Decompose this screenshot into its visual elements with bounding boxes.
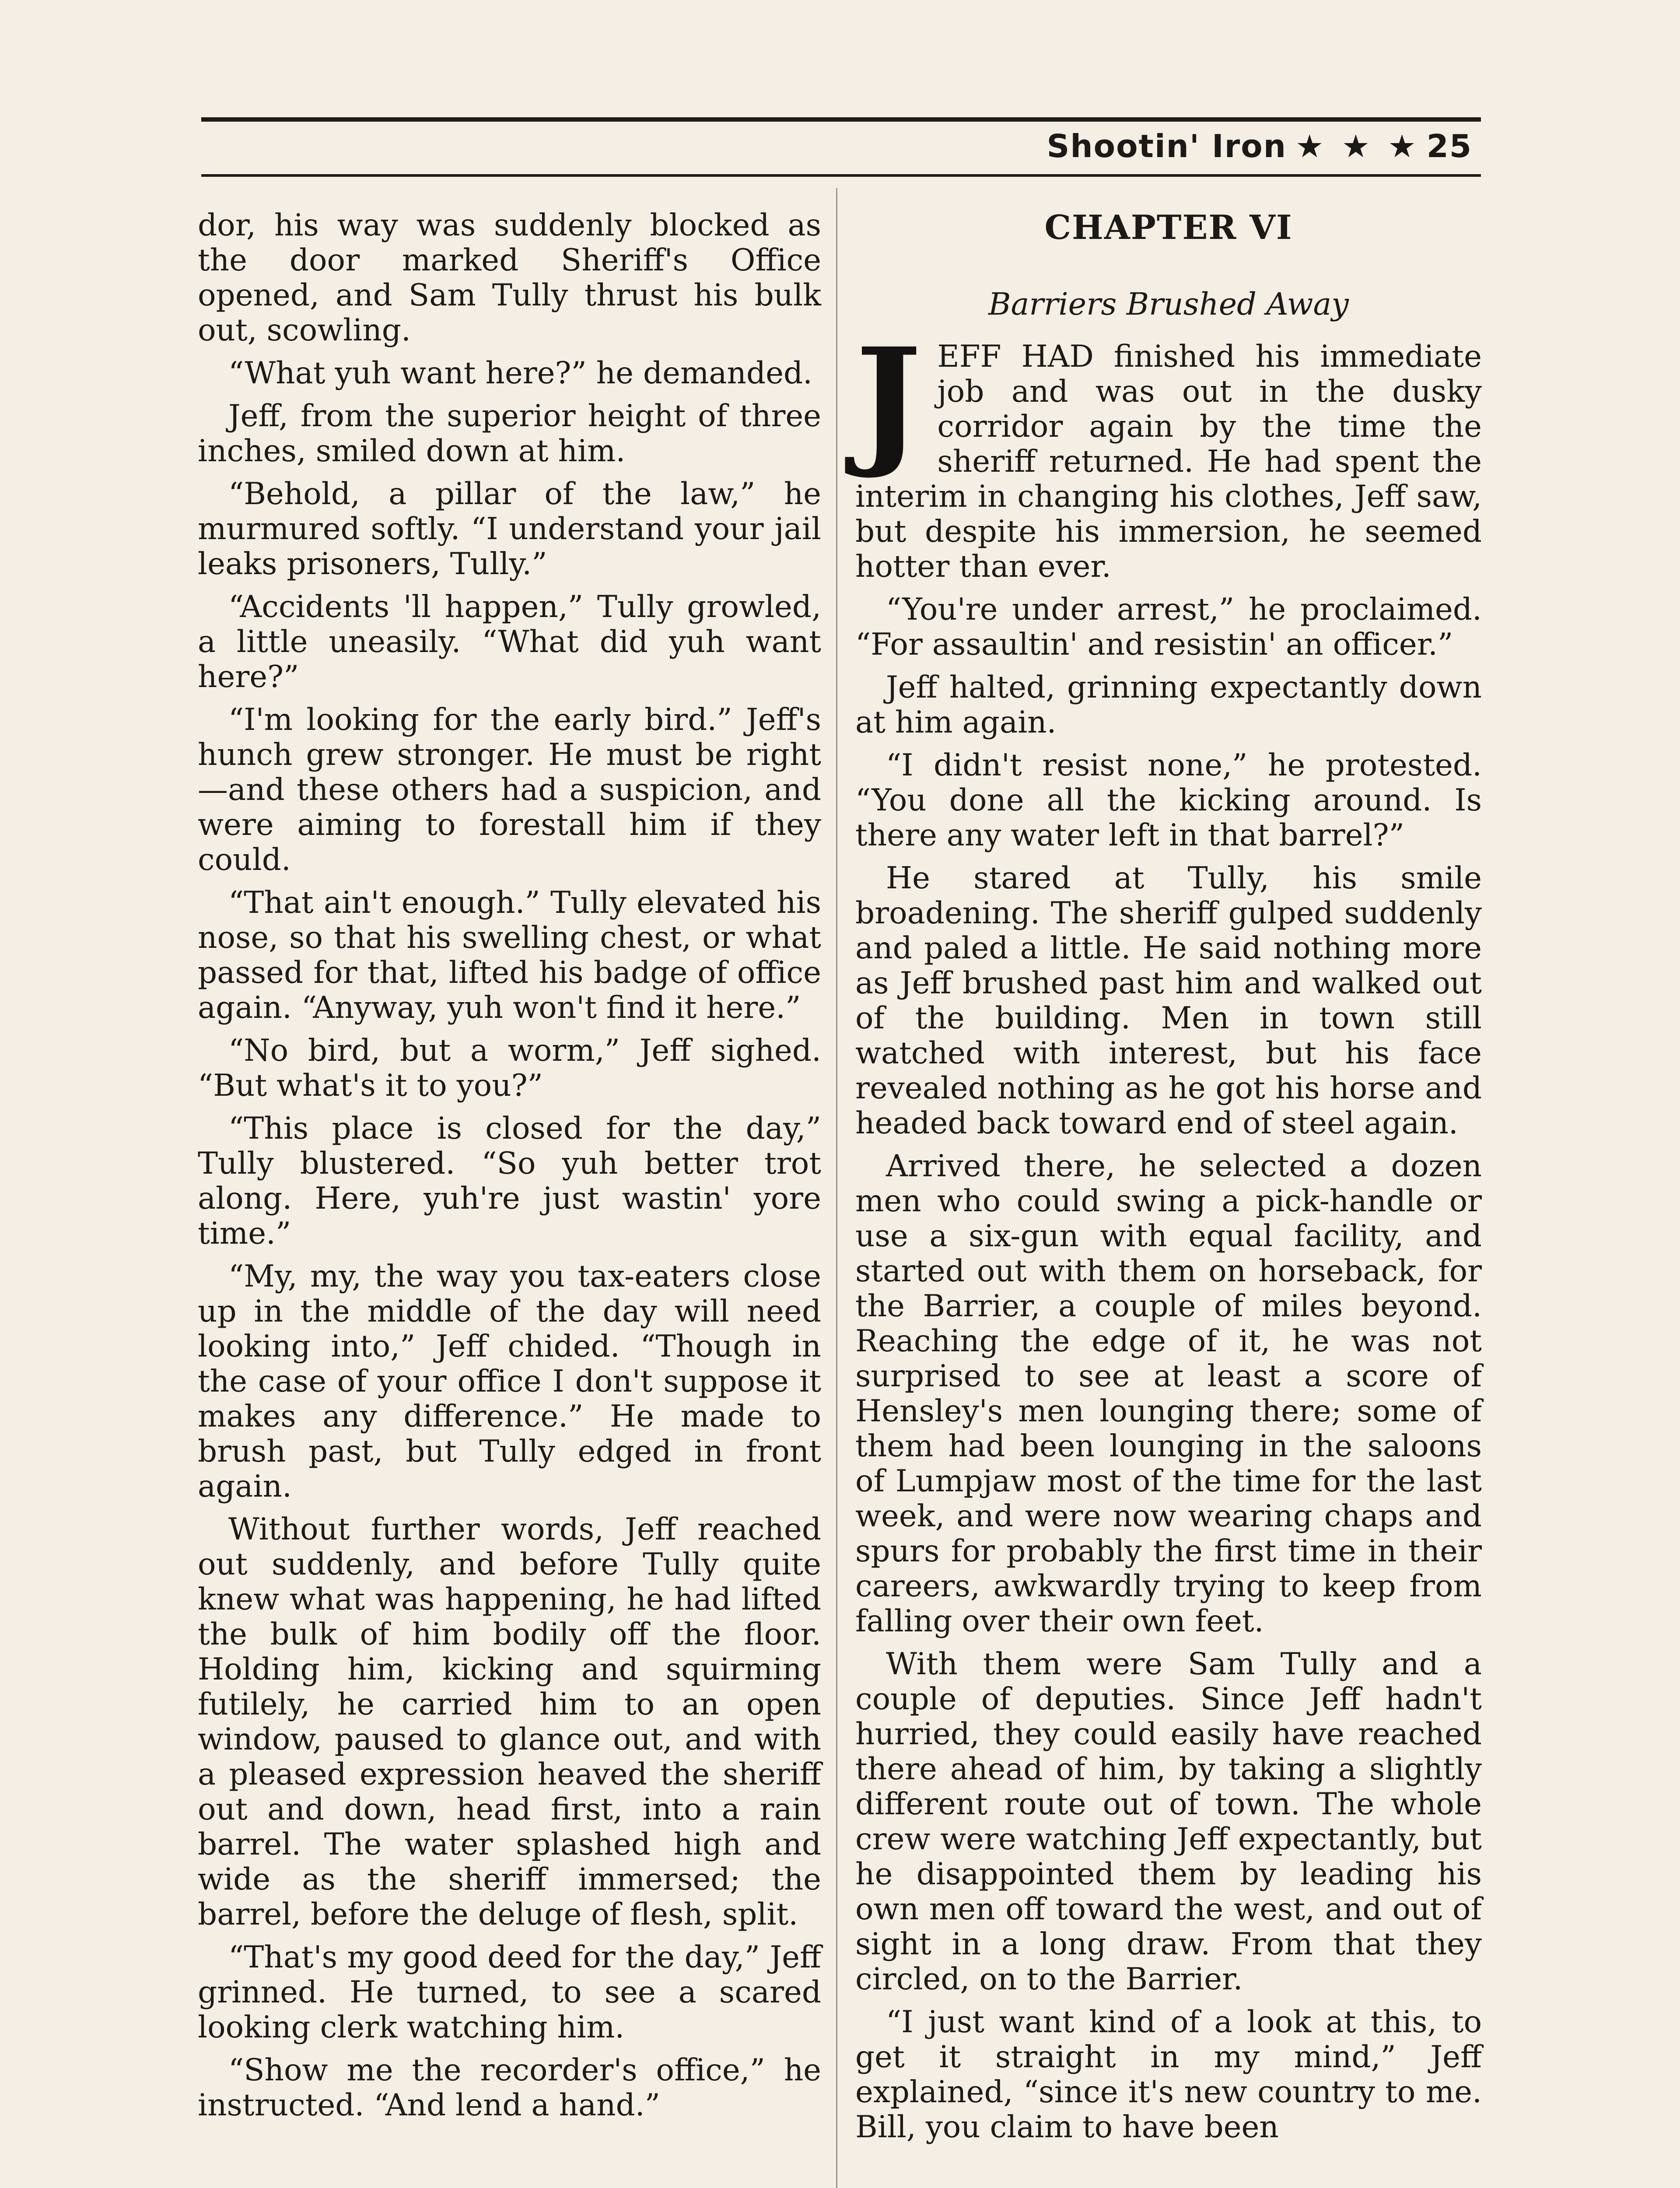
paragraph: “Behold, a pillar of the law,” he murmured softly. “I understand your jail leaks prisoners, Tully.” — [198, 477, 821, 582]
paragraph: “That's my good deed for the day,” Jeff grinned. He turned, to see a scared looking clerk watching him. — [198, 1940, 821, 2045]
left-text-column — [198, 208, 821, 2131]
paragraph: “Show me the recorder's office,” he instructed. “And lend a hand.” — [198, 2053, 821, 2123]
paragraph: “I didn't resist none,” he protested. “You done all the kicking around. Is there any water left in that barrel?” — [855, 748, 1482, 853]
paragraph: Jeff halted, grinning expectantly down at him again. — [855, 670, 1482, 740]
opening-paragraph-text: EFF HAD finished his immediate job and was out in the dusky corridor again by the time the sheriff returned. He had spent the interim in changing his clothes, Jeff saw, but despite his immersion, he seemed hotter than ever. — [855, 339, 1482, 584]
drop-cap-letter: J — [855, 318, 922, 482]
paragraph: “That ain't enough.” Tully elevated his nose, so that his swelling chest, or what passed for that, lifted his badge of office again. “Anyway, yuh won't find it here.” — [198, 885, 821, 1025]
paragraph: Jeff, from the superior height of three inches, smiled down at him. — [198, 399, 821, 469]
paragraph: “I just want kind of a look at this, to get it straight in my mind,” Jeff explained, “since it's new country to me. Bill, you claim to have been — [855, 2005, 1482, 2145]
paragraph: Arrived there, he selected a dozen men who could swing a pick-handle or use a six-gun with equal facility, and started out with them on horseback, for the Barrier, a couple of miles beyond. Reaching the edge of it, he was not surprised to see at least a score of Hensley's men lounging there; some of them had been lounging in the saloons of Lumpjaw most of the time for the last week, and were now wearing chaps and spurs for probably the first time in their careers, awkwardly trying to keep from falling over their own feet. — [855, 1149, 1482, 1639]
paragraph: “No bird, but a worm,” Jeff sighed. “But what's it to you?” — [198, 1033, 821, 1103]
paragraph: Without further words, Jeff reached out suddenly, and before Tully quite knew what was happening, he had lifted the bulk of him bodily off the floor. Holding him, kicking and squirming futilely, he carried him to an open window, paused to glance out, and with a pleased expression heaved the sheriff out and down, head first, into a rain barrel. The water splashed high and wide as the sheriff immersed; the barrel, before the deluge of flesh, split. — [198, 1512, 821, 1932]
header-rule-thin — [201, 174, 1481, 177]
header-rule-thick — [201, 117, 1481, 122]
page-number: 25 — [1426, 128, 1472, 165]
column-divider — [836, 188, 837, 2188]
paragraph: With them were Sam Tully and a couple of deputies. Since Jeff hadn't hurried, they could easily have reached there ahead of him, by taking a slightly different route out of town. The whole crew were watching Jeff expectantly, but he disappointed them by leading his own men off toward the west, and out of sight in a long draw. From that they circled, on to the Barrier. — [855, 1647, 1482, 1997]
magazine-title: Shootin' Iron — [1046, 128, 1287, 165]
paragraph: “My, my, the way you tax-eaters close up in the middle of the day will need looking into,” Jeff chided. “Though in the case of your office I don't suppose it makes any difference.” He made to brush past, but Tully edged in front again. — [198, 1259, 821, 1504]
paragraph: “Accidents 'll happen,” Tully growled, a little uneasily. “What did yuh want here?” — [198, 589, 821, 694]
chapter-number: CHAPTER VI — [1044, 208, 1293, 247]
chapter-title: Barriers Brushed Away — [988, 286, 1349, 322]
star-ornament-icon: ★ ★ ★ — [1295, 128, 1420, 165]
paragraph: “This place is closed for the day,” Tully blustered. “So yuh better trot along. Here, yuh're just wastin' yore time.” — [198, 1111, 821, 1251]
paragraph: dor, his way was suddenly blocked as the door marked Sheriff's Office opened, and Sam Tully thrust his bulk out, scowling. — [198, 208, 821, 348]
paragraph: “I'm looking for the early bird.” Jeff's hunch grew stronger. He must be right—and these others had a suspicion, and were aiming to forestall him if they could. — [198, 702, 821, 877]
right-text-column — [855, 208, 1482, 2153]
paragraph: “You're under arrest,” he proclaimed. “For assaultin' and resistin' an officer.” — [855, 592, 1482, 662]
running-header — [1046, 128, 1472, 165]
opening-paragraph — [855, 318, 1482, 584]
paragraph: He stared at Tully, his smile broadening. The sheriff gulped suddenly and paled a little. He said nothing more as Jeff brushed past him and walked out of the building. Men in town still watched with interest, but his face revealed nothing as he got his horse and headed back toward end of steel again. — [855, 861, 1482, 1141]
paragraph: “What yuh want here?” he demanded. — [228, 356, 813, 391]
